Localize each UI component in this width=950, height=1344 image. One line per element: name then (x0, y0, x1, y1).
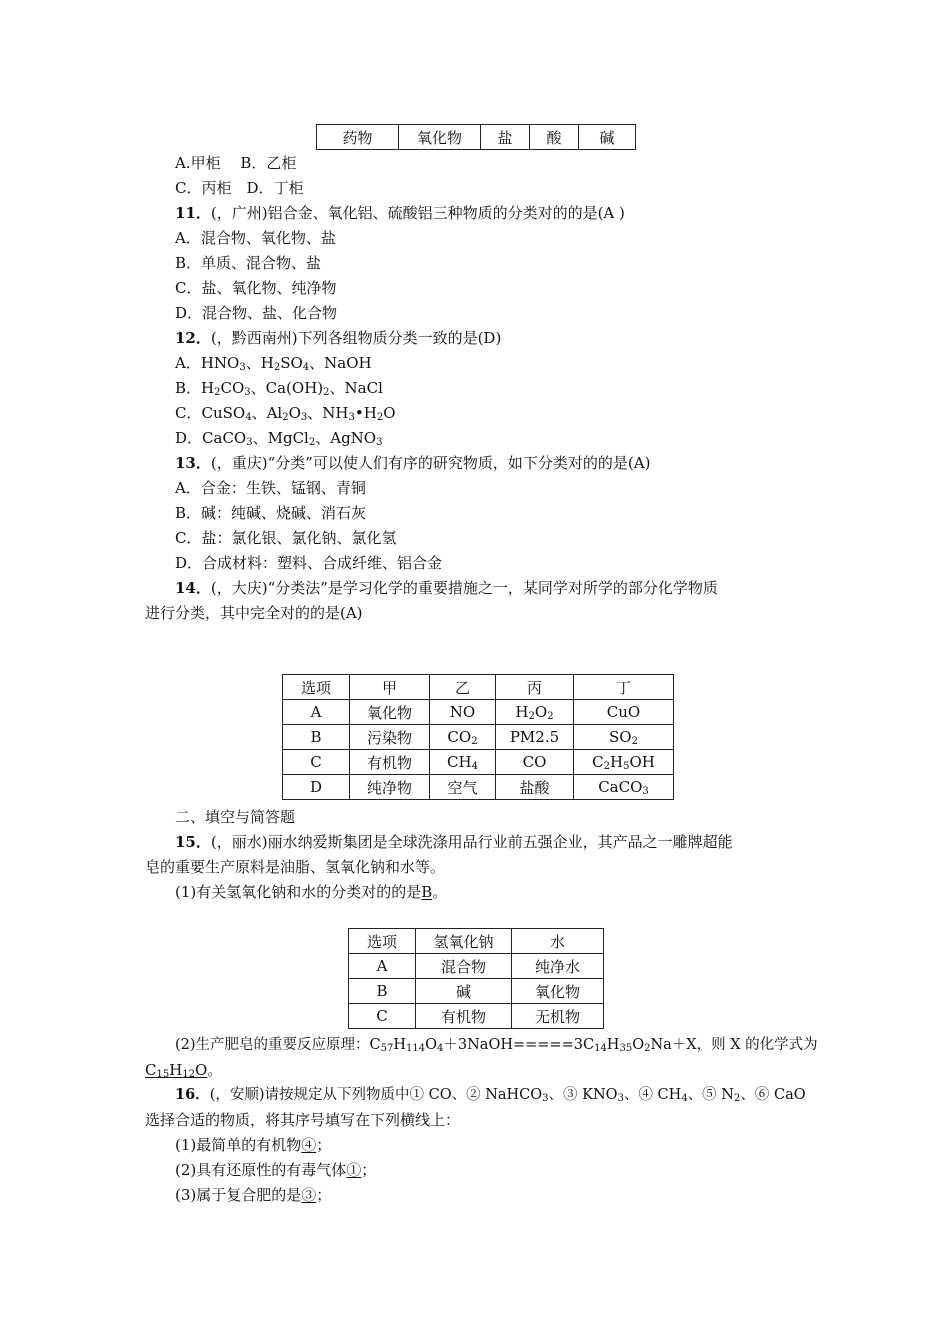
question-number: 14． (175, 579, 211, 597)
table-header-cell: 氢氧化钠 (416, 929, 512, 954)
table-cell: PM2.5 (496, 725, 574, 750)
q15-sub2-answer: $C_{15}H_{12}O$。 (145, 1061, 223, 1080)
table-cell: 盐 (481, 125, 530, 150)
q10-option-line: C．丙柜 D．丁柜 (175, 179, 304, 197)
table-cell: C (349, 1004, 416, 1029)
table-cell: C (283, 750, 350, 775)
q16-stem-cont: 选择合适的物质，将其序号填写在下列横线上： (145, 1111, 461, 1129)
q12-option-c: C．CuSO$_4$、$Al_2O_3$、$NH_3•H_2O$ (175, 404, 396, 423)
q13-option-b: B．碱：纯碱、烧碱、消石灰 (175, 504, 367, 522)
answer-blank: ④ (301, 1136, 317, 1154)
q12-stem (175, 328, 501, 348)
table-row (349, 1004, 604, 1029)
table-row (349, 979, 604, 1004)
table-cell: $CO_2$ (430, 725, 496, 750)
q11-option-a: A．混合物、氧化物、盐 (175, 229, 336, 247)
table-cell: 有机物 (350, 750, 430, 775)
answer-blank: ① (346, 1161, 362, 1179)
q15-sub1: (1)有关氢氧化钠和水的分类对的的是B。 (175, 883, 448, 901)
q16-sub1: (1)最简单的有机物④； (175, 1136, 332, 1154)
table-row (317, 125, 636, 150)
table-cell: B (349, 979, 416, 1004)
table-cell: A (349, 954, 416, 979)
table-row (349, 954, 604, 979)
table-cell: 氧化物 (512, 979, 604, 1004)
table-header-cell: 乙 (430, 675, 496, 700)
q12-option-a: A．$HNO_3$、$H_2SO_4$、NaOH (175, 354, 372, 373)
q10-option-line: A.甲柜 B．乙柜 (175, 154, 297, 172)
table-cell: 氧化物 (350, 700, 430, 725)
q11-option-b: B．单质、混合物、盐 (175, 254, 322, 272)
table-cell: NO (430, 700, 496, 725)
answer-blank: ③ (301, 1186, 317, 1204)
q16-stem: 16．(，安顺)请按规定从下列物质中① CO、② NaHCO$_3$、③ $KNO_3$、④ $CH_4$、⑤ $N_2$、⑥ CaO (175, 1086, 806, 1104)
q15-stem-cont: 皂的重要生产原料是油脂、氢氧化钠和水等。 (145, 858, 446, 876)
table-header-row (349, 929, 604, 954)
q16-sub2: (2)具有还原性的有毒气体①； (175, 1161, 377, 1179)
table-cell: $SO_2$ (574, 725, 674, 750)
q11-option-c: C．盐、氧化物、纯净物 (175, 279, 337, 297)
table-cell: 氧化物 (399, 125, 481, 150)
table-row (283, 775, 674, 800)
q14-stem (175, 578, 718, 598)
q11-option-d: D．混合物、盐、化合物 (175, 304, 338, 322)
table-cell: $CH_4$ (430, 750, 496, 775)
table-cell: 有机物 (416, 1004, 512, 1029)
table-cell: 酸 (530, 125, 579, 150)
section-heading: 二、填空与简答题 (175, 808, 296, 826)
table-row (283, 750, 674, 775)
table-cell: $H_2O_2$ (496, 700, 574, 725)
question-text: (，丽水)丽水纳爱斯集团是全球洗涤用品行业前五强企业，其产品之一雕牌超能 (210, 833, 733, 851)
table-cell: 纯净水 (512, 954, 604, 979)
q13-option-c: C．盐：氯化银、氯化钠、氯化氢 (175, 529, 397, 547)
table-header-cell: 水 (512, 929, 604, 954)
q15-stem (175, 832, 733, 852)
q12-option-b: B．$H_2CO_3$、$Ca(OH)_2$、NaCl (175, 379, 383, 398)
question-text: (，广州)铝合金、氧化铝、硫酸铝三种物质的分类对的的是(A ) (210, 204, 625, 222)
table-cell: CO (496, 750, 574, 775)
table-cell: CaCO$_3$ (574, 775, 674, 800)
table-header-cell: 甲 (350, 675, 430, 700)
table-header-row (283, 675, 674, 700)
q13-stem (175, 453, 650, 473)
table-cell: A (283, 700, 350, 725)
q12-option-d: D．CaCO$_3$、MgCl$_2$、AgNO$_3$ (175, 429, 383, 448)
answer-blank: B (421, 883, 433, 901)
table-row (283, 700, 674, 725)
table-cell: 混合物 (416, 954, 512, 979)
q13-option-d: D．合成材料：塑料、合成纤维、铝合金 (175, 554, 443, 572)
table-header-cell: 丁 (574, 675, 674, 700)
table-cell: 纯净物 (350, 775, 430, 800)
question-number: 12． (175, 329, 211, 347)
table-header-cell: 选项 (349, 929, 416, 954)
table-cell: CuO (574, 700, 674, 725)
q16-sub3: (3)属于复合肥的是③； (175, 1186, 332, 1204)
question-number: 15． (175, 833, 211, 851)
table-cell: 药物 (317, 125, 399, 150)
q11-stem (175, 203, 625, 223)
question-number: 11． (175, 204, 211, 222)
question-text: (，重庆)“分类”可以使人们有序的研究物质，如下分类对的的是(A) (210, 454, 651, 472)
q14-stem-cont: 进行分类，其中完全对的的是(A) (145, 604, 363, 622)
table-row (283, 725, 674, 750)
table-cell: 盐酸 (496, 775, 574, 800)
table-cell: 污染物 (350, 725, 430, 750)
table-cell: 无机物 (512, 1004, 604, 1029)
question-number: 13． (175, 454, 211, 472)
table-header-cell: 选项 (283, 675, 350, 700)
question-text: (，大庆)“分类法”是学习化学的重要措施之一，某同学对所学的部分化学物质 (210, 579, 718, 597)
table-cell: 碱 (416, 979, 512, 1004)
table-cell: 空气 (430, 775, 496, 800)
q15-sub2: (2)生产肥皂的重要反应原理：$C_{57}H_{114}O_4+3NaOH=====3C_{14}H_{35}O_2Na+X$，则 X 的化学式为 (175, 1037, 818, 1054)
question-text: (，黔西南州)下列各组物质分类一致的是(D) (210, 329, 502, 347)
question-number: 16． (175, 1086, 210, 1103)
cabinet-table (316, 124, 636, 150)
q13-option-a: A．合金：生铁、锰钢、青铜 (175, 479, 366, 497)
table-cell: $C_2H_5OH$ (574, 750, 674, 775)
table-header-cell: 丙 (496, 675, 574, 700)
q14-table (282, 674, 674, 800)
answer-blank: $C_{15}H_{12}O$ (145, 1061, 208, 1080)
table-cell: 碱 (579, 125, 636, 150)
table-cell: B (283, 725, 350, 750)
q15-table (348, 928, 604, 1029)
table-cell: D (283, 775, 350, 800)
